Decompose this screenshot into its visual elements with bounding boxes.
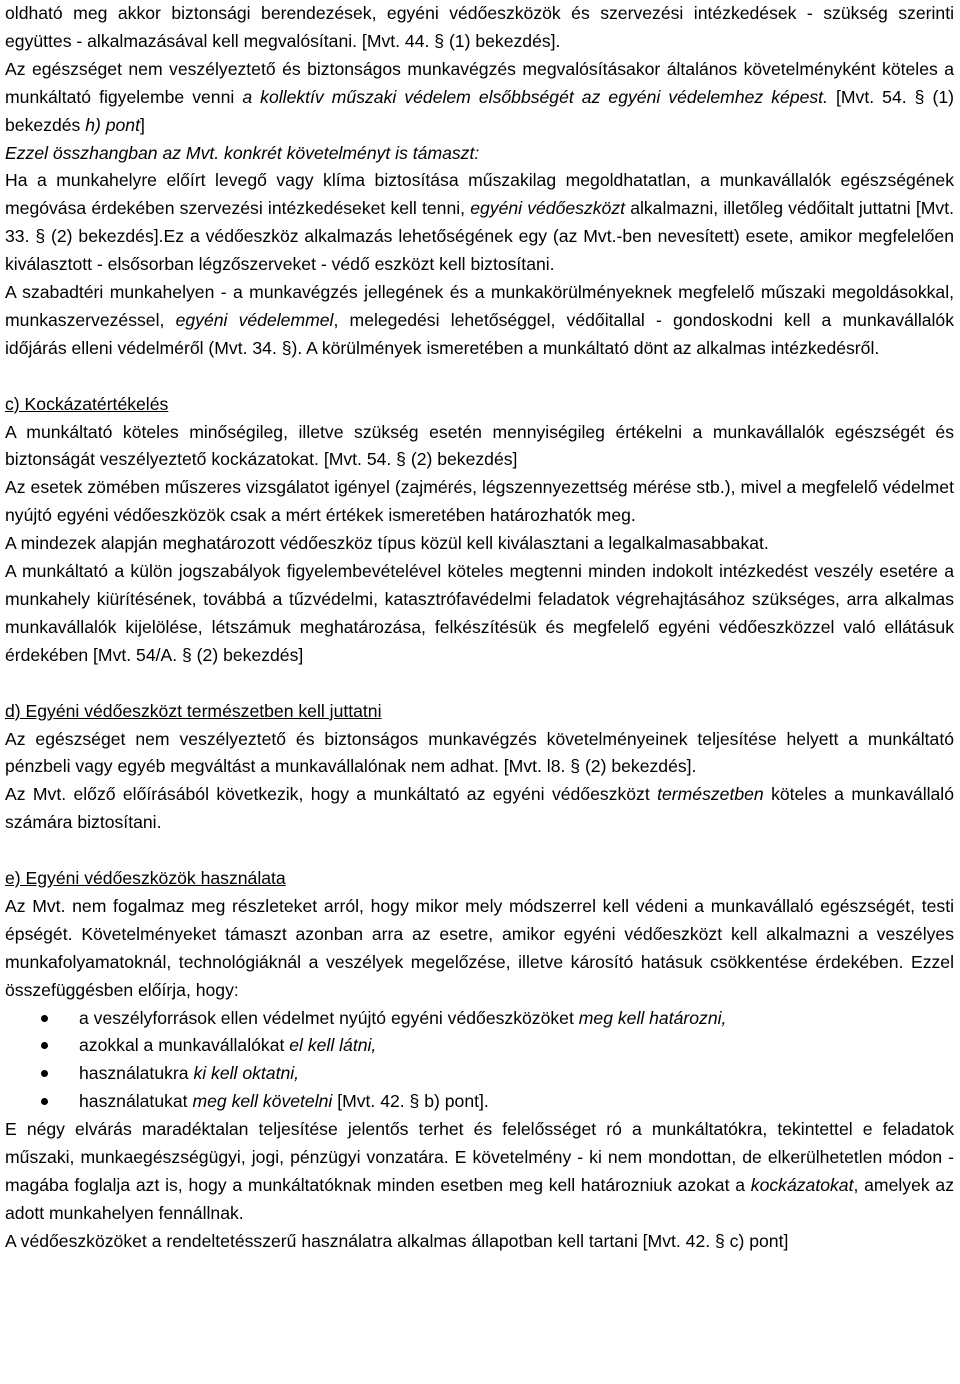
paragraph-text: A munkáltató köteles minőségileg, illetve szükség esetén mennyiségileg értékelni a munkavállalók egészségét és biztonságát veszélyeztető kockázatokat. [Mvt. 54. § (2) bekezdés] <box>5 421 954 470</box>
list-item <box>5 1088 954 1116</box>
paragraph-outdoor-workplace <box>5 279 954 363</box>
list-item-text: [Mvt. 42. § b) pont]. <box>332 1091 489 1112</box>
paragraph-text: Az egészséget nem veszélyeztető és biztonságos munkavégzés megvalósításakor általános követelményként köteles a munkáltató figyelembe venni <box>5 58 954 107</box>
emphasis-text: természetben <box>657 784 764 805</box>
emphasis-text: egyéni védelemmel <box>175 309 334 330</box>
emphasis-text: h) pont <box>85 114 140 135</box>
paragraph-text: alkalmazni, illetőleg védőitalt juttatni [Mvt. 33. § (2) bekezdés].Ez a védőeszköz alkalmazás lehetőségének egy (az Mvt.-ben nevesített) esete, amikor megfelelően kiválasztott - elsősorban légzőszerveket - védő eszközt kell biztosítani. <box>5 198 954 275</box>
paragraph-text: ] <box>139 114 145 135</box>
paragraph-text: , amelyek az adott munkahelyen fennállnak. <box>5 1175 954 1223</box>
emphasis-text: Ezzel összhangban az Mvt. konkrét követelményt is támaszt: <box>5 142 480 163</box>
emphasis-text: meg kell követelni <box>192 1091 333 1112</box>
paragraph-text: Az egészséget nem veszélyeztető és biztonságos munkavégzés követelményeinek teljesítése helyett a munkáltató pénzbeli vagy egyéb megváltást a munkavállalónak nem adhat. [Mvt. l8. § (2) bekezdés]. <box>5 728 954 777</box>
section-heading-d <box>5 698 954 726</box>
paragraph-text: E négy elvárás maradéktalan teljesítése jelentős terhet és felelősséget ró a munkáltatókra, tekintettel e feladatok műszaki, munkaegészségügyi, jogi, pénzügyi vonzatára. E követelmény - ki nem mondottan, de elkerülhetetlen módon - magába foglalja azt is, hogy a munkáltatóknak minden esetben meg kell határozniuk azokat a <box>5 1119 954 1196</box>
list-item-text: használatukat <box>79 1091 193 1112</box>
section-heading-c <box>5 391 954 419</box>
paragraph-text: [Mvt. 54. § (1) bekezdés <box>5 86 955 135</box>
section-heading-text: c) Kockázatértékelés <box>5 393 169 414</box>
paragraph-no-cash-substitute <box>5 726 954 782</box>
paragraph-text: , melegedési lehetőséggel, védőitallal - gondoskodni kell a munkavállalók időjárás elleni védelméről (Mvt. 34. §). A körülmények ismeretében a munkáltató dönt az alkalmas intézkedésről. <box>5 309 954 358</box>
paragraph-air-climate <box>5 167 954 279</box>
paragraph-text: oldható meg akkor biztonsági berendezések, egyéni védőeszközök és szervezési intézkedések - szükség szerinti együttes - alkalmazásával kell megvalósítani. [Mvt. 44. § (1) bekezdés]. <box>5 3 954 51</box>
emphasis-text: a kollektív műszaki védelem elsőbbségét az egyéni védelemhez képest. <box>242 86 828 107</box>
paragraph-selection <box>5 530 954 558</box>
spacer <box>5 670 954 698</box>
emphasis-text: el kell látni, <box>289 1035 377 1056</box>
paragraph-text: Ha a munkahelyre előírt levegő vagy klíma biztosítása műszakilag megoldhatatlan, a munkavállalók egészségének megóvása érdekében szervezési intézkedéseket kell tenni, <box>5 170 954 219</box>
paragraph-in-kind <box>5 781 954 837</box>
paragraph-text: A munkáltató a külön jogszabályok figyelembevételével köteles megtenni minden indokolt intézkedést veszély esetére a munkahely kiürítésének, továbbá a tűzvédelmi, katasztrófavédelmi feladatok végrehajtásához szükséges, arra alkalmas munkavállalók kijelölése, létszámuk meghatározása, felkészítésük és megfelelő egyéni védőeszközzel való ellátásuk érdekében [Mvt. 54/A. § (2) bekezdés] <box>5 561 954 665</box>
list-item <box>5 1032 954 1060</box>
paragraph-text: Az Mvt. előző előírásából következik, hogy a munkáltató az egyéni védőeszközt <box>5 784 658 805</box>
list-item-text: használatukra <box>79 1063 194 1084</box>
paragraph-text: A védőeszközöket a rendeltetésszerű használatra alkalmas állapotban kell tartani [Mvt. 42. § c) pont] <box>5 1230 789 1251</box>
paragraph-intro-continuation <box>5 0 954 56</box>
paragraph-collective-protection <box>5 56 954 140</box>
bullet-icon <box>41 1098 48 1105</box>
section-heading-e <box>5 865 954 893</box>
emphasis-text: meg kell határozni, <box>578 1007 727 1028</box>
requirements-list <box>5 1005 954 1117</box>
list-item <box>5 1060 954 1088</box>
paragraph-text: A szabadtéri munkahelyen - a munkavégzés jellegének és a munkakörülményeknek megfelelő műszaki megoldásokkal, munkaszervezéssel, <box>5 282 954 330</box>
paragraph-text: Az Mvt. nem fogalmaz meg részleteket arról, hogy mikor mely módszerrel kell védeni a munkavállaló egészségét, testi épségét. Követelményeket támaszt azonban arra az esetre, amikor egyéni védőeszközt kell alkalmazni a veszélyes munkafolyamatoknál, technológiáknál a veszélyek megelőzése, illetve károsító hatásuk csökkentése érdekében. Ezzel összefüggésben előírja, hogy: <box>5 895 954 1000</box>
bullet-icon <box>41 1015 48 1022</box>
paragraph-requirement-intro <box>5 140 954 168</box>
bullet-icon <box>41 1042 48 1049</box>
bullet-icon <box>41 1070 48 1077</box>
spacer <box>5 363 954 391</box>
paragraph-text: Az esetek zömében műszeres vizsgálatot igényel (zajmérés, légszennyezettség mérése stb.), mivel a megfelelő védelmet nyújtó egyéni védőeszközök csak a mért értékek ismeretében határozhatók meg. <box>5 477 954 526</box>
emphasis-text: kockázatokat <box>750 1175 854 1196</box>
paragraph-maintenance <box>5 1228 954 1256</box>
section-heading-text: e) Egyéni védőeszközök használata <box>5 868 286 889</box>
list-item <box>5 1005 954 1033</box>
emphasis-text: egyéni védőeszközt <box>470 198 626 219</box>
paragraph-text: A mindezek alapján meghatározott védőeszköz típus közül kell kiválasztani a legalkalmasabbakat. <box>5 533 769 554</box>
paragraph-instrument-tests <box>5 474 954 530</box>
paragraph-four-expectations <box>5 1116 954 1228</box>
spacer <box>5 837 954 865</box>
list-item-text: azokkal a munkavállalókat <box>79 1035 290 1056</box>
paragraph-usage-requirements <box>5 893 954 1005</box>
paragraph-risk-assessment <box>5 419 954 475</box>
paragraph-text: köteles a munkavállaló számára biztosítani. <box>5 784 954 833</box>
section-heading-text: d) Egyéni védőeszközt természetben kell juttatni <box>5 700 382 721</box>
list-item-text: a veszélyforrások ellen védelmet nyújtó egyéni védőeszközöket <box>79 1007 579 1028</box>
paragraph-evacuation <box>5 558 954 670</box>
emphasis-text: ki kell oktatni, <box>193 1063 300 1084</box>
